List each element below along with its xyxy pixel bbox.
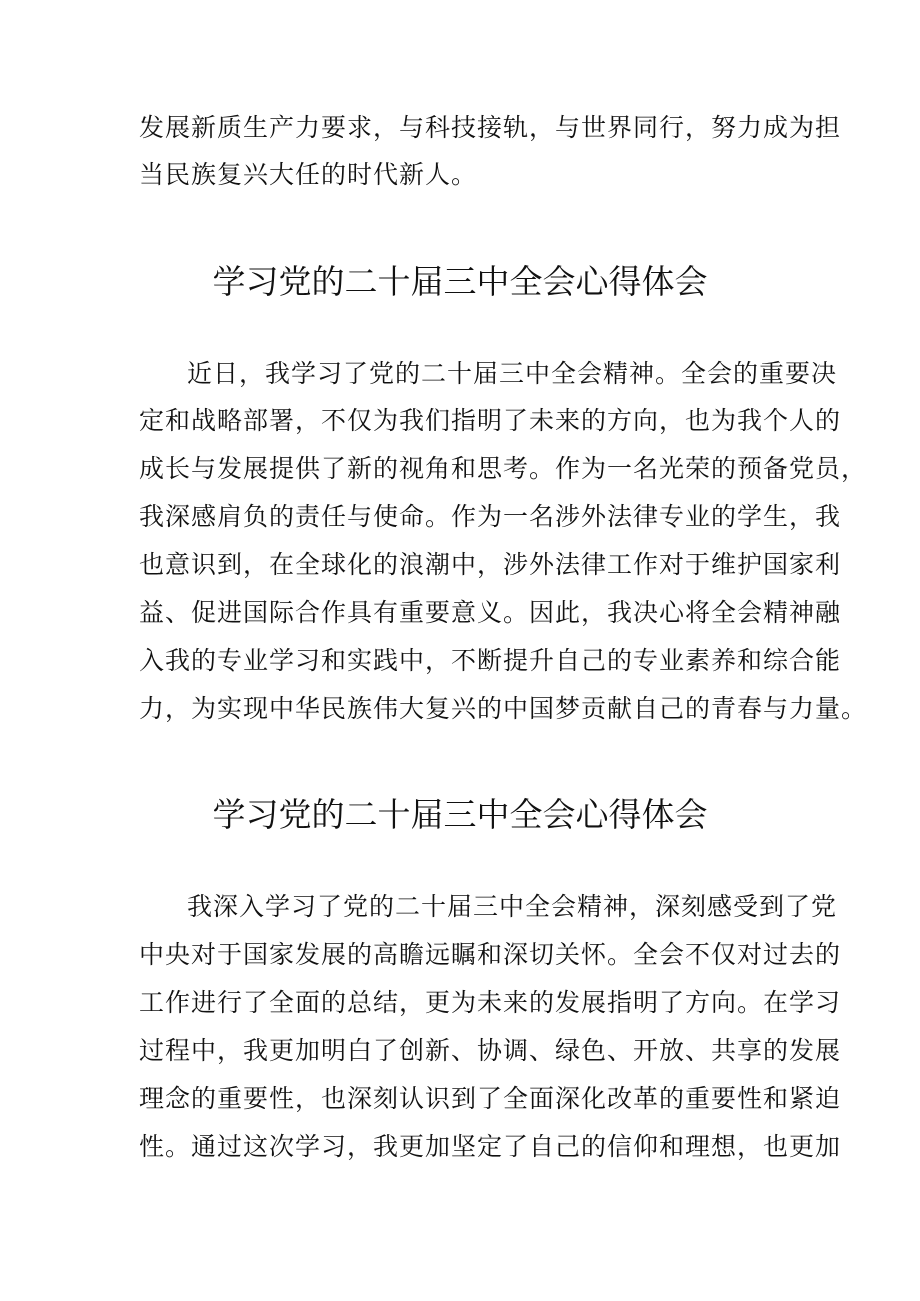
- paragraph-line: 力，为实现中华民族伟大复兴的中国梦贡献自己的青春与力量。: [139, 694, 868, 723]
- paragraph-line: 近日，我学习了党的二十届三中全会精神。全会的重要决: [187, 359, 838, 388]
- paragraph-line: 我深感肩负的责任与使命。作为一名涉外法律专业的学生，我: [139, 502, 842, 531]
- paragraph-line: 入我的专业学习和实践中，不断提升自己的专业素养和综合能: [139, 646, 842, 675]
- paragraph-line: 发展新质生产力要求，与科技接轨，与世界同行，努力成为担: [139, 113, 842, 142]
- paragraph-line: 成长与发展提供了新的视角和思考。作为一名光荣的预备党员，: [139, 454, 868, 483]
- paragraph-line: 工作进行了全面的总结，更为未来的发展指明了方向。在学习: [139, 988, 842, 1017]
- paragraph-line: 益、促进国际合作具有重要意义。因此，我决心将全会精神融: [139, 598, 842, 627]
- section-title: 学习党的二十届三中全会心得体会: [212, 795, 708, 834]
- paragraph-line: 过程中，我更加明白了创新、协调、绿色、开放、共享的发展: [139, 1036, 842, 1065]
- paragraph-line: 中央对于国家发展的高瞻远瞩和深切关怀。全会不仅对过去的: [139, 940, 842, 969]
- paragraph-line: 我深入学习了党的二十届三中全会精神，深刻感受到了党: [187, 892, 838, 921]
- paragraph-line: 也意识到，在全球化的浪潮中，涉外法律工作对于维护国家利: [139, 550, 842, 579]
- paragraph-line: 性。通过这次学习，我更加坚定了自己的信仰和理想，也更加: [139, 1132, 842, 1161]
- section-title: 学习党的二十届三中全会心得体会: [212, 262, 708, 301]
- paragraph-line: 定和战略部署，不仅为我们指明了未来的方向，也为我个人的: [139, 406, 842, 435]
- paragraph-line: 理念的重要性，也深刻认识到了全面深化改革的重要性和紧迫: [139, 1084, 842, 1113]
- paragraph-line: 当民族复兴大任的时代新人。: [139, 160, 478, 189]
